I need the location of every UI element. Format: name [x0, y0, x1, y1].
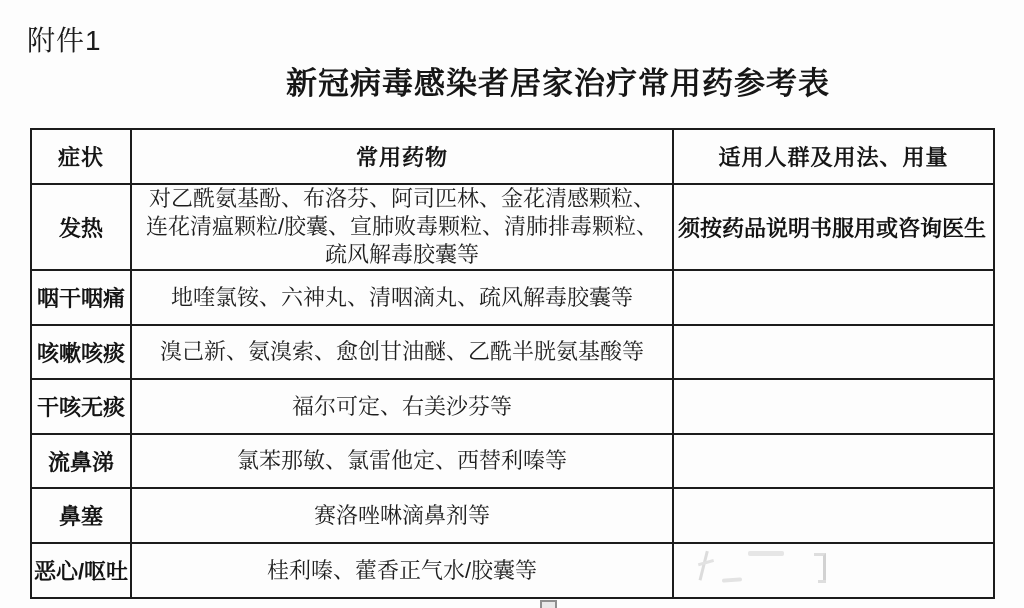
scan-watermark-dash [722, 577, 742, 582]
symptom-cell: 咽干咽痛 [31, 270, 131, 325]
usage-cell [673, 434, 994, 488]
symptom-cell: 流鼻涕 [31, 434, 131, 488]
table-row [31, 325, 994, 379]
header-symptom: 症状 [31, 129, 131, 184]
medications-cell: 地喹氯铵、六神丸、清咽滴丸、疏风解毒胶囊等 [131, 270, 673, 325]
medications-cell: 桂利嗪、藿香正气水/胶囊等 [131, 543, 673, 598]
symptom-cell: 恶心/呕吐 [31, 543, 131, 598]
header-medications: 常用药物 [131, 129, 673, 184]
usage-cell [673, 325, 994, 379]
header-usage: 适用人群及用法、用量 [673, 129, 994, 184]
table-row [31, 270, 994, 325]
table-row [31, 434, 994, 488]
cutoff-page-artifact [540, 600, 557, 608]
attachment-label: 附件1 [27, 25, 102, 56]
symptom-cell: 发热 [31, 184, 131, 270]
usage-cell [673, 270, 994, 325]
table-row [31, 379, 994, 434]
medications-cell: 福尔可定、右美沙芬等 [131, 379, 673, 434]
scan-watermark-bracket [814, 553, 826, 581]
scan-watermark-mark [699, 551, 720, 583]
scan-watermark-dash [748, 551, 784, 556]
table-row [31, 184, 994, 270]
medications-cell: 赛洛唑啉滴鼻剂等 [131, 488, 673, 543]
table-row [31, 543, 994, 598]
medications-cell: 氯苯那敏、氯雷他定、西替利嗪等 [131, 434, 673, 488]
usage-cell [673, 543, 994, 598]
medication-reference-table [30, 128, 995, 599]
symptom-cell: 咳嗽咳痰 [31, 325, 131, 379]
table-row [31, 488, 994, 543]
usage-cell [673, 488, 994, 543]
usage-cell [673, 379, 994, 434]
symptom-cell: 鼻塞 [31, 488, 131, 543]
medications-cell: 溴己新、氨溴索、愈创甘油醚、乙酰半胱氨基酸等 [131, 325, 673, 379]
symptom-cell: 干咳无痰 [31, 379, 131, 434]
usage-cell: 须按药品说明书服用或咨询医生 [673, 184, 994, 270]
medications-cell: 对乙酰氨基酚、布洛芬、阿司匹林、金花清感颗粒、连花清瘟颗粒/胶囊、宣肺败毒颗粒、清肺排毒颗粒、疏风解毒胶囊等 [131, 184, 673, 270]
table-header-row [31, 129, 994, 184]
page-title: 新冠病毒感染者居家治疗常用药参考表 [286, 66, 830, 101]
